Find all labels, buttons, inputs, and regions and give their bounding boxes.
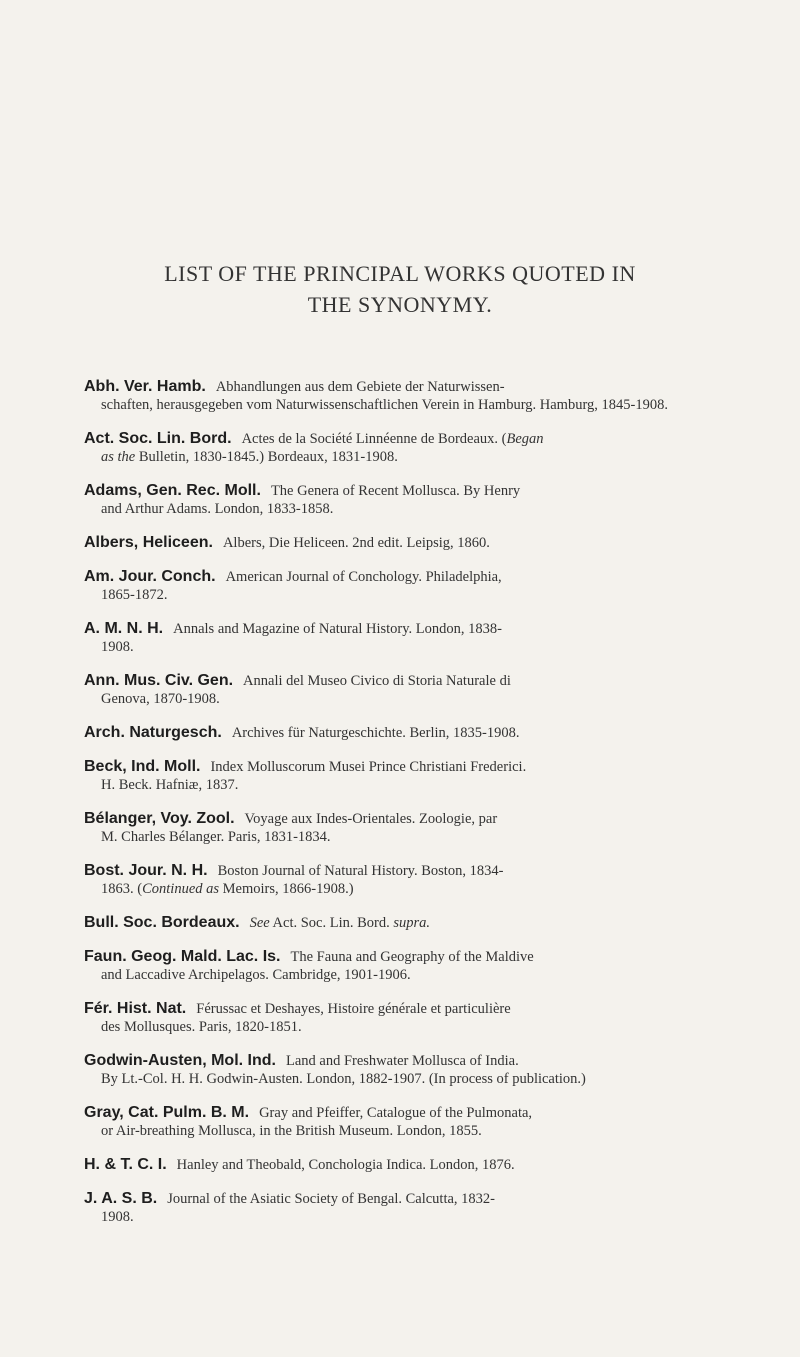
list-item <box>84 1156 718 1174</box>
entry-text: The Genera of Recent Mollusca. By Henry <box>270 483 521 499</box>
list-item <box>84 758 718 794</box>
entry-text: Albers, Die Heliceen. 2nd edit. Leipsig, 1860. <box>222 535 490 551</box>
entry-continuation: schaften, herausgegeben vom Naturwissenschaftlichen Verein in Hamburg. Hamburg, 1845-1908. <box>101 397 668 413</box>
entry-continuation: 1908. <box>101 1209 134 1225</box>
entry-text: Voyage aux Indes-Orientales. Zoologie, par <box>244 811 498 827</box>
entry-continuation-prefix: 1863. ( <box>101 881 143 897</box>
list-item <box>84 1000 718 1036</box>
entry-text: American Journal of Conchology. Philadelphia, <box>225 569 502 585</box>
entry-text: Actes de la Société Linnéenne de Bordeaux. ( <box>241 431 507 447</box>
entry-text: Férussac et Deshayes, Histoire générale et particulière <box>196 1001 511 1017</box>
entry-abbreviation: Act. Soc. Lin. Bord. <box>84 430 232 447</box>
list-item <box>84 430 718 466</box>
entry-continuation: By Lt.-Col. H. H. Godwin-Austen. London, 1882-1907. (In process of publication.) <box>101 1071 586 1087</box>
entry-abbreviation: J. A. S. B. <box>84 1190 158 1207</box>
bibliography-list <box>84 378 718 1242</box>
entry-continuation: 1865-1872. <box>101 587 168 603</box>
list-item <box>84 948 718 984</box>
entry-continuation: Bulletin, 1830-1845.) Bordeaux, 1831-1908. <box>135 449 398 465</box>
entry-abbreviation: Fér. Hist. Nat. <box>84 1000 187 1017</box>
list-item <box>84 914 718 932</box>
entry-abbreviation: Godwin-Austen, Mol. Ind. <box>84 1052 276 1069</box>
entry-text-italic: See <box>249 915 270 931</box>
entry-text-italic-2: supra. <box>393 915 431 931</box>
page-title-line-2: THE SYNONYMY. <box>307 292 493 317</box>
entry-text: Act. Soc. Lin. Bord. <box>269 915 394 931</box>
entry-continuation: M. Charles Bélanger. Paris, 1831-1834. <box>101 829 331 845</box>
entry-continuation: Genova, 1870-1908. <box>101 691 220 707</box>
entry-abbreviation: Adams, Gen. Rec. Moll. <box>84 482 261 499</box>
entry-continuation: and Arthur Adams. London, 1833-1858. <box>101 501 334 517</box>
entry-text: Index Molluscorum Musei Prince Christiani Frederici. <box>210 759 527 775</box>
entry-text: Boston Journal of Natural History. Boston, 1834- <box>217 863 504 879</box>
entry-text: Abhandlungen aus dem Gebiete der Naturwissen- <box>215 379 505 395</box>
entry-continuation: 1908. <box>101 639 134 655</box>
entry-abbreviation: Bélanger, Voy. Zool. <box>84 810 235 827</box>
entry-abbreviation: Abh. Ver. Hamb. <box>84 378 206 395</box>
entry-abbreviation: H. & T. C. I. <box>84 1156 167 1173</box>
entry-abbreviation: A. M. N. H. <box>84 620 164 637</box>
list-item <box>84 1052 718 1088</box>
entry-abbreviation: Gray, Cat. Pulm. B. M. <box>84 1104 250 1121</box>
list-item <box>84 862 718 898</box>
entry-abbreviation: Am. Jour. Conch. <box>84 568 216 585</box>
entry-abbreviation: Arch. Naturgesch. <box>84 724 222 741</box>
list-item <box>84 378 718 414</box>
list-item <box>84 1104 718 1140</box>
entry-abbreviation: Albers, Heliceen. <box>84 534 213 551</box>
entry-text: Gray and Pfeiffer, Catalogue of the Pulmonata, <box>259 1105 533 1121</box>
entry-text: Archives für Naturgeschichte. Berlin, 1835-1908. <box>231 725 520 741</box>
entry-text: Journal of the Asiatic Society of Bengal. Calcutta, 1832- <box>167 1191 495 1207</box>
entry-continuation: or Air-breathing Mollusca, in the British Museum. London, 1855. <box>101 1123 482 1139</box>
entry-abbreviation: Beck, Ind. Moll. <box>84 758 201 775</box>
page-title <box>60 258 740 320</box>
entry-abbreviation: Bost. Jour. N. H. <box>84 862 208 879</box>
entry-text-italic: Began <box>506 431 544 447</box>
list-item <box>84 534 718 552</box>
page-title-line-1: LIST OF THE PRINCIPAL WORKS QUOTED IN <box>164 261 636 286</box>
entry-continuation: H. Beck. Hafniæ, 1837. <box>101 777 239 793</box>
list-item <box>84 568 718 604</box>
entry-continuation-italic: as the <box>101 449 136 465</box>
entry-abbreviation: Faun. Geog. Mald. Lac. Is. <box>84 948 281 965</box>
list-item <box>84 620 718 656</box>
entry-text: Annals and Magazine of Natural History. London, 1838- <box>173 621 502 637</box>
entry-abbreviation: Ann. Mus. Civ. Gen. <box>84 672 234 689</box>
entry-continuation-italic: Continued as <box>142 881 220 897</box>
list-item <box>84 482 718 518</box>
entry-abbreviation: Bull. Soc. Bordeaux. <box>84 914 240 931</box>
entry-text: The Fauna and Geography of the Maldive <box>290 949 534 965</box>
entry-continuation: Memoirs, 1866-1908.) <box>219 881 354 897</box>
list-item <box>84 810 718 846</box>
entry-text: Hanley and Theobald, Conchologia Indica. London, 1876. <box>176 1157 515 1173</box>
entry-continuation: des Mollusques. Paris, 1820-1851. <box>101 1019 302 1035</box>
list-item <box>84 724 718 742</box>
entry-text: Land and Freshwater Mollusca of India. <box>285 1053 519 1069</box>
list-item <box>84 1190 718 1226</box>
entry-continuation: and Laccadive Archipelagos. Cambridge, 1901-1906. <box>101 967 411 983</box>
entry-text: Annali del Museo Civico di Storia Naturale di <box>243 673 511 689</box>
list-item <box>84 672 718 708</box>
